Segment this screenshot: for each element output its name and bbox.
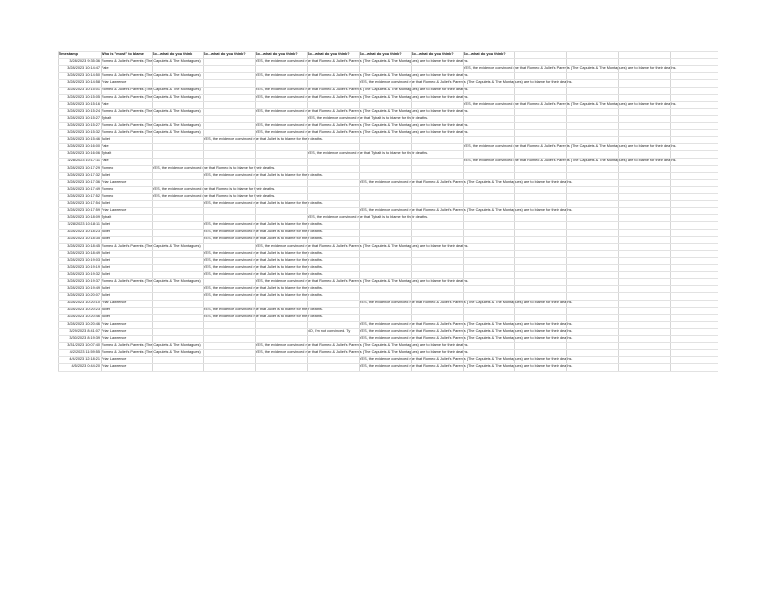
cell-timestamp: 3/28/2023 10:20:07: [67, 293, 100, 298]
row-gridline: [58, 200, 718, 201]
cell-response: YES, the evidence convinced me that Romeo is to blame for their deaths.: [152, 186, 276, 191]
cell-who-to-blame: Juliet: [101, 286, 110, 291]
header-response-7: So...what do you think?: [463, 52, 506, 56]
cell-who-to-blame: Juliet: [101, 172, 110, 177]
column-gridline: [152, 51, 153, 371]
column-gridline: [618, 51, 619, 371]
column-gridline: [411, 51, 412, 371]
cell-who-to-blame: Romeo: [101, 186, 114, 191]
cell-timestamp: 3/28/2023 10:20:10: [67, 300, 100, 305]
cell-timestamp: 3/28/2023 10:14:47: [67, 66, 100, 71]
cell-who-to-blame: Friar Lawrence: [101, 321, 127, 326]
cell-timestamp: 4/5/2023 0:44:20: [71, 364, 100, 369]
table-row: [58, 115, 718, 122]
column-gridline: [670, 51, 671, 371]
cell-response: YES, the evidence convinced me that Romeo & Juliet's Parents (The Capulets & The Montagues) are to blame for their deaths.: [359, 328, 573, 333]
header-response-5: So...what do you think?: [359, 52, 402, 56]
cell-who-to-blame: Romeo: [101, 193, 114, 198]
cell-timestamp: 3/28/2023 10:15:27: [67, 115, 100, 120]
row-gridline: [58, 143, 718, 144]
row-gridline: [58, 172, 718, 173]
header-response-3: So...what do you think?: [255, 52, 298, 56]
cell-timestamp: 3/28/2023 10:20:46: [67, 321, 100, 326]
column-gridline: [255, 51, 256, 371]
column-gridline: [566, 51, 567, 371]
cell-response: YES, the evidence convinced me that Juliet is to blame for their deaths.: [203, 293, 323, 298]
row-gridline: [58, 371, 718, 372]
cell-response: YES, the evidence convinced me that Romeo & Juliet's Parents (The Capulets & The Montagues) are to blame for their deaths.: [463, 101, 677, 106]
cell-response: YES, the evidence convinced me that Romeo & Juliet's Parents (The Capulets & The Montagues) are to blame for their deaths.: [255, 73, 469, 78]
cell-response: YES, the evidence convinced me that Romeo & Juliet's Parents (The Capulets & The Montagues) are to blame for their deaths.: [359, 300, 573, 305]
cell-response: YES, the evidence convinced me that Romeo & Juliet's Parents (The Capulets & The Montagues) are to blame for their deaths.: [359, 335, 573, 340]
header-response-4: So...what do you think?: [307, 52, 350, 56]
cell-who-to-blame: Tybalt: [101, 151, 112, 156]
cell-response: YES, the evidence convinced me that Juliet is to blame for their deaths.: [203, 222, 323, 227]
cell-response: YES, the evidence convinced me that Romeo & Juliet's Parents (The Capulets & The Montagues) are to blame for their deaths.: [463, 144, 677, 149]
cell-who-to-blame: Juliet: [101, 137, 110, 142]
cell-response: YES, the evidence convinced me that Tybalt is to blame for their deaths.: [307, 115, 429, 120]
cell-who-to-blame: Romeo & Juliet's Parents (The Capulets & The Montagues): [101, 342, 201, 347]
cell-timestamp: 3/28/2023 10:19:37: [67, 279, 100, 283]
cell-response: YES, the evidence convinced me that Juliet is to blame for their deaths.: [203, 137, 323, 142]
cell-who-to-blame: Friar Lawrence: [101, 364, 127, 369]
cell-timestamp: 3/28/2023 10:17:52: [67, 193, 100, 198]
row-gridline: [58, 264, 718, 265]
cell-who-to-blame: Romeo & Juliet's Parents (The Capulets & The Montagues): [101, 87, 201, 92]
cell-response: YES, the evidence convinced me that Juliet is to blame for their deaths.: [203, 286, 323, 291]
cell-timestamp: 3/28/2023 10:18:35: [67, 236, 100, 241]
row-gridline: [58, 158, 718, 159]
row-gridline: [58, 108, 718, 109]
table-row: [58, 136, 718, 143]
cell-response: YES, the evidence convinced me that Romeo & Juliet's Parents (The Capulets & The Montagues) are to blame for their deaths.: [463, 158, 677, 163]
table-row: [58, 72, 718, 79]
column-gridline: [203, 51, 204, 371]
cell-response: YES, the evidence convinced me that Romeo & Juliet's Parents (The Capulets & The Montagues) are to blame for their deaths.: [255, 87, 469, 92]
cell-timestamp: 3/28/2023 10:17:29: [67, 165, 100, 170]
cell-timestamp: 3/28/2023 10:15:16: [67, 101, 100, 106]
column-gridline: [359, 51, 360, 371]
table-row: [58, 129, 718, 136]
row-gridline: [58, 115, 718, 116]
cell-timestamp: 3/28/2023 10:20:23: [67, 307, 100, 312]
cell-who-to-blame: Friar Lawrence: [101, 80, 127, 85]
column-gridline: [514, 51, 515, 371]
cell-response: YES, the evidence convinced me that Romeo & Juliet's Parents (The Capulets & The Montagues) are to blame for their deaths.: [255, 59, 469, 64]
row-gridline: [58, 292, 718, 293]
row-gridline: [58, 349, 718, 350]
cell-who-to-blame: Juliet: [101, 307, 110, 312]
cell-timestamp: 4/2/2023 11:59:55: [69, 349, 100, 354]
row-gridline: [58, 65, 718, 66]
cell-who-to-blame: Romeo & Juliet's Parents (The Capulets & The Montagues): [101, 130, 201, 135]
row-gridline: [58, 186, 718, 187]
row-gridline: [58, 300, 718, 301]
cell-who-to-blame: Juliet: [101, 200, 110, 205]
cell-who-to-blame: Fate: [101, 66, 109, 71]
table-row: [58, 101, 718, 108]
row-gridline: [58, 122, 718, 123]
cell-timestamp: 3/28/2023 10:19:03: [67, 257, 100, 262]
cell-who-to-blame: Friar Lawrence: [101, 208, 127, 213]
cell-response: YES, the evidence convinced me that Romeo & Juliet's Parents (The Capulets & The Montagues) are to blame for their deaths.: [359, 80, 573, 85]
cell-timestamp: 3/28/2023 10:14:50: [67, 73, 100, 78]
table-row: [58, 65, 718, 72]
cell-response: YES, the evidence convinced me that Juliet is to blame for their deaths.: [203, 264, 323, 269]
cell-who-to-blame: Friar Lawrence: [101, 328, 127, 333]
table-row: [58, 108, 718, 115]
header-row: [58, 51, 718, 58]
cell-response: YES, the evidence convinced me that Juliet is to blame for their deaths.: [203, 229, 323, 234]
row-gridline: [58, 363, 718, 364]
cell-timestamp: 3/28/2023 10:17:59: [67, 208, 100, 213]
cell-timestamp: 3/28/2023 10:17:11: [67, 158, 100, 163]
cell-timestamp: 3/31/2023 10:07:40: [67, 342, 100, 347]
cell-timestamp: 3/28/2023 10:17:49: [67, 186, 100, 191]
cell-who-to-blame: Friar Lawrence: [101, 357, 127, 362]
cell-response: YES, the evidence convinced me that Romeo & Juliet's Parents (The Capulets & The Montagues) are to blame for their deaths.: [359, 179, 573, 184]
cell-who-to-blame: Romeo & Juliet's Parents (The Capulets & The Montagues): [101, 94, 201, 99]
cell-who-to-blame: Juliet: [101, 293, 110, 298]
row-gridline: [58, 328, 718, 329]
row-gridline: [58, 193, 718, 194]
cell-who-to-blame: Romeo: [101, 165, 114, 170]
table-row: [58, 58, 718, 65]
row-gridline: [58, 58, 718, 59]
cell-response: YES, the evidence convinced me that Romeo & Juliet's Parents (The Capulets & The Montagues) are to blame for their deaths.: [255, 122, 469, 127]
table-row: [58, 94, 718, 101]
cell-who-to-blame: Romeo & Juliet's Parents (The Capulets & The Montagues): [101, 73, 201, 78]
row-gridline: [58, 257, 718, 258]
spreadsheet: [58, 51, 718, 370]
cell-who-to-blame: Fate: [101, 144, 109, 149]
cell-timestamp: 3/28/2023 10:18:45: [67, 243, 100, 248]
cell-who-to-blame: Romeo & Juliet's Parents (The Capulets & The Montagues): [101, 349, 201, 354]
cell-response: YES, the evidence convinced me that Romeo & Juliet's Parents (The Capulets & The Montagues) are to blame for their deaths.: [255, 349, 469, 354]
cell-who-to-blame: Romeo & Juliet's Parents (The Capulets & The Montagues): [101, 108, 201, 113]
row-gridline: [58, 243, 718, 244]
cell-timestamp: 3/28/2023 10:19:19: [67, 264, 100, 269]
cell-response: YES, the evidence convinced me that Romeo & Juliet's Parents (The Capulets & The Montagues) are to blame for their deaths.: [359, 321, 573, 326]
row-gridline: [58, 79, 718, 80]
row-gridline: [58, 307, 718, 308]
row-gridline: [58, 250, 718, 251]
cell-timestamp: 4/4/2023 12:18:21: [69, 357, 100, 362]
cell-timestamp: 3/28/2023 10:15:32: [67, 130, 100, 135]
cell-response: YES, the evidence convinced me that Romeo & Juliet's Parents (The Capulets & The Montagues) are to blame for their deaths.: [255, 279, 469, 283]
cell-who-to-blame: Juliet: [101, 264, 110, 269]
row-gridline: [58, 150, 718, 151]
cell-timestamp: 3/28/2023 10:17:36: [67, 179, 100, 184]
cell-who-to-blame: Juliet: [101, 250, 110, 255]
cell-response: YES, the evidence convinced me that Romeo & Juliet's Parents (The Capulets & The Montagues) are to blame for their deaths.: [255, 243, 469, 248]
row-gridline: [58, 51, 718, 52]
row-gridline: [58, 207, 718, 208]
cell-timestamp: 3/28/2023 10:15:24: [67, 108, 100, 113]
cell-timestamp: 3/28/2023 10:18:11: [67, 222, 100, 227]
row-gridline: [58, 165, 718, 166]
cell-timestamp: 3/28/2023 10:19:49: [67, 286, 100, 291]
cell-who-to-blame: Juliet: [101, 222, 110, 227]
table-row: [58, 79, 718, 86]
cell-timestamp: 3/28/2023 10:20:46: [67, 314, 100, 319]
cell-who-to-blame: Romeo & Juliet's Parents (The Capulets & The Montagues): [101, 122, 201, 127]
cell-response: YES, the evidence convinced me that Romeo & Juliet's Parents (The Capulets & The Montagues) are to blame for their deaths.: [255, 130, 469, 135]
cell-who-to-blame: Romeo & Juliet's Parents (The Capulets & The Montagues): [101, 59, 201, 64]
header-who-to-blame: Who is "most" to blame: [101, 52, 144, 56]
cell-timestamp: 3/28/2023 10:16:00: [67, 144, 100, 149]
column-gridline: [463, 51, 464, 371]
cell-response: YES, the evidence convinced me that Romeo is to blame for their deaths.: [152, 165, 276, 170]
cell-response: YES, the evidence convinced me that Juliet is to blame for their deaths.: [203, 271, 323, 276]
row-gridline: [58, 236, 718, 237]
cell-response: YES, the evidence convinced me that Juliet is to blame for their deaths.: [203, 250, 323, 255]
table-row: [58, 86, 718, 93]
cell-who-to-blame: Juliet: [101, 314, 110, 319]
column-gridline: [101, 51, 102, 371]
cell-timestamp: 3/28/2023 9:35:36: [69, 59, 100, 64]
cell-who-to-blame: Juliet: [101, 236, 110, 241]
cell-response: YES, the evidence convinced me that Romeo & Juliet's Parents (The Capulets & The Montagues) are to blame for their deaths.: [359, 357, 573, 362]
cell-timestamp: 3/28/2023 10:18:09: [67, 215, 100, 220]
cell-timestamp: 3/28/2023 10:18:49: [67, 250, 100, 255]
cell-who-to-blame: Juliet: [101, 271, 110, 276]
header-response-6: So...what do you think?: [411, 52, 454, 56]
column-gridline: [307, 51, 308, 371]
row-gridline: [58, 179, 718, 180]
cell-timestamp: 3/28/2023 10:15:01: [67, 87, 100, 92]
cell-who-to-blame: Juliet: [101, 229, 110, 234]
row-gridline: [58, 229, 718, 230]
cell-response: YES, the evidence convinced me that Romeo & Juliet's Parents (The Capulets & The Montagues) are to blame for their deaths.: [463, 66, 677, 71]
cell-who-to-blame: Romeo & Juliet's Parents (The Capulets & The Montagues): [101, 279, 201, 283]
row-gridline: [58, 136, 718, 137]
cell-timestamp: 3/28/2023 10:19:32: [67, 271, 100, 276]
cell-response: YES, the evidence convinced me that Juliet is to blame for their deaths.: [203, 257, 323, 262]
cell-response: YES, the evidence convinced me that Juliet is to blame for their deaths.: [203, 314, 323, 319]
table-row: [58, 122, 718, 129]
row-gridline: [58, 278, 718, 279]
cell-who-to-blame: Fate: [101, 101, 109, 106]
cell-timestamp: 3/28/2023 10:16:06: [67, 151, 100, 156]
row-gridline: [58, 342, 718, 343]
cell-response: YES, the evidence convinced me that Romeo is to blame for their deaths.: [152, 193, 276, 198]
cell-response: YES, the evidence convinced me that Tybalt is to blame for their deaths.: [307, 151, 429, 156]
cell-timestamp: 3/30/2023 8:19:39: [69, 335, 100, 340]
header-response-1: So...what do you think: [152, 52, 193, 56]
cell-response: YES, the evidence convinced me that Romeo & Juliet's Parents (The Capulets & The Montagues) are to blame for their deaths.: [359, 208, 573, 213]
cell-who-to-blame: Juliet: [101, 257, 110, 262]
row-gridline: [58, 356, 718, 357]
row-gridline: [58, 321, 718, 322]
cell-timestamp: 3/28/2023 10:15:46: [67, 137, 100, 142]
cell-response: YES, the evidence convinced me that Romeo & Juliet's Parents (The Capulets & The Montagues) are to blame for their deaths.: [255, 108, 469, 113]
cell-who-to-blame: Fate: [101, 158, 109, 163]
row-gridline: [58, 285, 718, 286]
cell-who-to-blame: Friar Lawrence: [101, 335, 127, 340]
row-gridline: [58, 87, 718, 88]
cell-timestamp: 3/28/2023 10:17:32: [67, 172, 100, 177]
cell-response: YES, the evidence convinced me that Romeo & Juliet's Parents (The Capulets & The Montagues) are to blame for their deaths.: [359, 364, 573, 369]
cell-response: YES, the evidence convinced me that Juliet is to blame for their deaths.: [203, 307, 323, 312]
cell-response: YES, the evidence convinced me that Romeo & Juliet's Parents (The Capulets & The Montagues) are to blame for their deaths.: [255, 342, 469, 347]
header-response-2: So...what do you think?: [203, 52, 246, 56]
row-gridline: [58, 314, 718, 315]
cell-timestamp: 3/28/2023 10:14:58: [67, 80, 100, 85]
cell-who-to-blame: Friar Lawrence: [101, 179, 127, 184]
cell-timestamp: 3/29/2023 8:41:07: [69, 328, 100, 333]
row-gridline: [58, 101, 718, 102]
cell-response: YES, the evidence convinced me that Juliet is to blame for their deaths.: [203, 236, 323, 241]
row-gridline: [58, 72, 718, 73]
cell-response: YES, the evidence convinced me that Juliet is to blame for their deaths.: [203, 200, 323, 205]
cell-timestamp: 3/28/2023 10:15:27: [67, 122, 100, 127]
row-gridline: [58, 221, 718, 222]
cell-response: YES, the evidence convinced me that Tybalt is to blame for their deaths.: [307, 215, 429, 220]
cell-timestamp: 3/28/2023 10:17:54: [67, 200, 100, 205]
cell-response: NO, I'm not convinced. Ty: [307, 328, 351, 333]
row-gridline: [58, 335, 718, 336]
row-gridline: [58, 271, 718, 272]
header-timestamp: Timestamp: [58, 52, 78, 56]
row-gridline: [58, 214, 718, 215]
cell-response: YES, the evidence convinced me that Romeo & Juliet's Parents (The Capulets & The Montagues) are to blame for their deaths.: [255, 94, 469, 99]
cell-timestamp: 3/28/2023 10:15:05: [67, 94, 100, 99]
column-gridline: [58, 51, 59, 371]
cell-who-to-blame: Tybalt: [101, 215, 112, 220]
cell-who-to-blame: Romeo & Juliet's Parents (The Capulets & The Montagues): [101, 243, 201, 248]
cell-response: YES, the evidence convinced me that Juliet is to blame for their deaths.: [203, 172, 323, 177]
cell-who-to-blame: Tybalt: [101, 115, 112, 120]
cell-timestamp: 3/28/2023 10:18:23: [67, 229, 100, 234]
row-gridline: [58, 129, 718, 130]
row-gridline: [58, 94, 718, 95]
cell-who-to-blame: Friar Lawrence: [101, 300, 127, 305]
